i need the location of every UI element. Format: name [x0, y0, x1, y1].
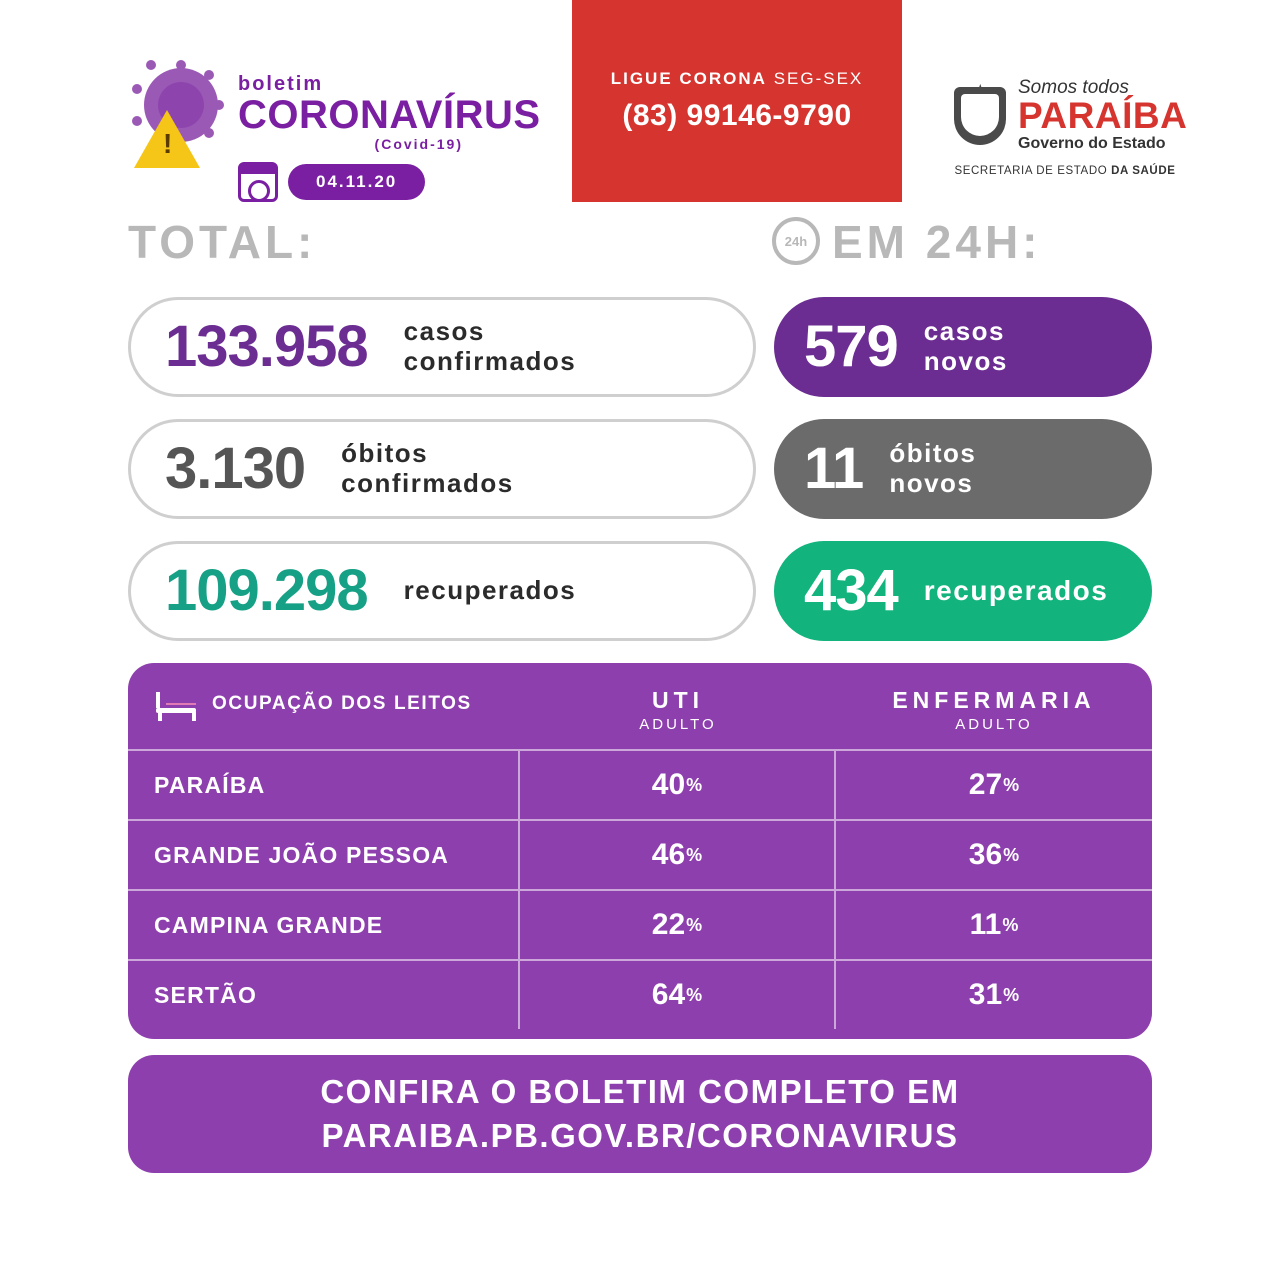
somos-todos-label: Somos todos: [1018, 77, 1129, 98]
uti-number: 46: [651, 838, 686, 871]
column-header-enfermaria: ENFERMARIA: [892, 687, 1096, 713]
percent-symbol: %: [1003, 774, 1020, 795]
coat-of-arms-icon: [950, 81, 1010, 151]
total-deaths-label: [341, 439, 514, 499]
bulletin-date: 04.11.20: [288, 164, 425, 200]
section-titles: [0, 215, 1280, 285]
bed-table-header: [128, 681, 1152, 749]
enfermaria-number: 11: [969, 908, 1002, 941]
total-recovered-card: [128, 541, 756, 641]
total-recovered-value: 109.298: [165, 558, 368, 623]
total-deaths-value: 3.130: [165, 436, 306, 501]
total-deaths-card: [128, 419, 756, 519]
stats-row-cases: [0, 297, 1280, 397]
percent-symbol: %: [686, 844, 703, 865]
row-region: CAMPINA GRANDE: [128, 891, 520, 959]
total-cases-label-line1: casos: [403, 316, 485, 347]
new-recovered-value: 434: [804, 558, 898, 623]
new-deaths-value: 11: [804, 436, 864, 501]
row-uti-value: [520, 821, 836, 889]
new-cases-label: [924, 317, 1008, 377]
row-enfermaria-value: [836, 961, 1152, 1029]
total-deaths-label-line1: óbitos: [341, 438, 429, 469]
shield-shape: [954, 87, 1006, 145]
virus-spike: [214, 100, 224, 110]
row-region: SERTÃO: [128, 961, 520, 1029]
stats-section: [0, 297, 1280, 641]
enfermaria-number: 27: [968, 768, 1003, 801]
virus-spike: [204, 70, 214, 80]
calendar-icon: [238, 162, 278, 202]
new-deaths-label-line1: óbitos: [889, 438, 977, 469]
percent-symbol: %: [1003, 984, 1020, 1005]
bed-table-title: OCUPAÇÃO DOS LEITOS: [212, 693, 472, 714]
governo-label: Governo do Estado: [1018, 135, 1166, 152]
boletim-label: boletim: [238, 73, 324, 95]
day-section-title: EM 24H:: [832, 216, 1042, 268]
secretaria-label: [950, 165, 1180, 177]
row-region: PARAÍBA: [128, 751, 520, 819]
new-cases-card: [774, 297, 1152, 397]
row-region: GRANDE JOÃO PESSOA: [128, 821, 520, 889]
percent-symbol: %: [686, 984, 703, 1005]
bed-occupancy-table: [128, 663, 1152, 1039]
virus-spike: [146, 60, 156, 70]
header: [0, 0, 1280, 215]
total-cases-label: [404, 317, 577, 377]
stats-row-deaths: [0, 419, 1280, 519]
total-section-title: TOTAL:: [128, 216, 317, 268]
footer-line-1: CONFIRA O BOLETIM COMPLETO EM: [320, 1073, 960, 1110]
row-uti-value: [520, 891, 836, 959]
percent-symbol: %: [686, 774, 703, 795]
coronavirus-title: CORONAVÍRUS: [238, 93, 541, 137]
percent-symbol: %: [1002, 914, 1019, 935]
row-enfermaria-value: [836, 891, 1152, 959]
hospital-bed-icon: [154, 687, 200, 721]
covid-subtitle: (Covid-19): [374, 136, 463, 152]
total-deaths-label-line2: confirmados: [341, 468, 514, 498]
footer-banner: [128, 1055, 1152, 1173]
virus-spike: [176, 60, 186, 70]
percent-symbol: %: [686, 914, 703, 935]
table-row: [128, 819, 1152, 889]
new-recovered-card: [774, 541, 1152, 641]
secretaria-bold: DA SAÚDE: [1111, 164, 1176, 177]
table-row: [128, 749, 1152, 819]
warning-exclamation-icon: !: [163, 128, 173, 159]
hotline-label-main: LIGUE CORONA: [610, 69, 767, 88]
date-row: [238, 162, 541, 202]
row-uti-value: [520, 961, 836, 1029]
column-header-uti: UTI: [651, 687, 705, 713]
new-recovered-label: recuperados: [923, 574, 1109, 606]
government-logo: [950, 77, 1188, 177]
new-deaths-label-line2: novos: [889, 468, 974, 498]
new-cases-label-line1: casos: [923, 316, 1006, 347]
column-subheader-enfermaria: ADULTO: [955, 716, 1033, 733]
hotline-label: [611, 69, 864, 89]
row-enfermaria-value: [836, 751, 1152, 819]
new-cases-value: 579: [804, 314, 898, 379]
footer-website-link[interactable]: PARAIBA.PB.GOV.BR/CORONAVIRUS: [321, 1117, 959, 1154]
total-recovered-label: recuperados: [403, 575, 577, 606]
column-subheader-uti: ADULTO: [639, 716, 717, 733]
table-row: [128, 959, 1152, 1029]
enfermaria-number: 31: [968, 978, 1003, 1011]
paraiba-label: PARAÍBA: [1018, 95, 1188, 136]
table-row: [128, 889, 1152, 959]
total-cases-label-line2: confirmados: [403, 346, 577, 376]
stats-row-recovered: [0, 541, 1280, 641]
new-deaths-card: [774, 419, 1152, 519]
enfermaria-number: 36: [968, 838, 1003, 871]
percent-symbol: %: [1003, 844, 1020, 865]
uti-number: 64: [651, 978, 686, 1011]
virus-spike: [204, 128, 214, 138]
virus-spike: [132, 84, 142, 94]
new-deaths-label: [889, 439, 976, 499]
hotline-label-sub: SEG-SEX: [773, 69, 864, 88]
total-cases-value: 133.958: [165, 314, 368, 379]
new-cases-label-line2: novos: [923, 346, 1008, 376]
bulletin-logo: [128, 62, 541, 202]
coronavirus-icon: [128, 62, 228, 177]
total-cases-card: [128, 297, 756, 397]
clock-icon: 24h: [772, 217, 820, 265]
secretaria-prefix: SECRETARIA DE ESTADO: [954, 164, 1112, 177]
row-uti-value: [520, 751, 836, 819]
uti-number: 40: [651, 768, 686, 801]
row-enfermaria-value: [836, 821, 1152, 889]
hotline-box: [572, 0, 902, 202]
uti-number: 22: [651, 908, 686, 941]
hotline-number: (83) 99146-9790: [622, 99, 852, 132]
